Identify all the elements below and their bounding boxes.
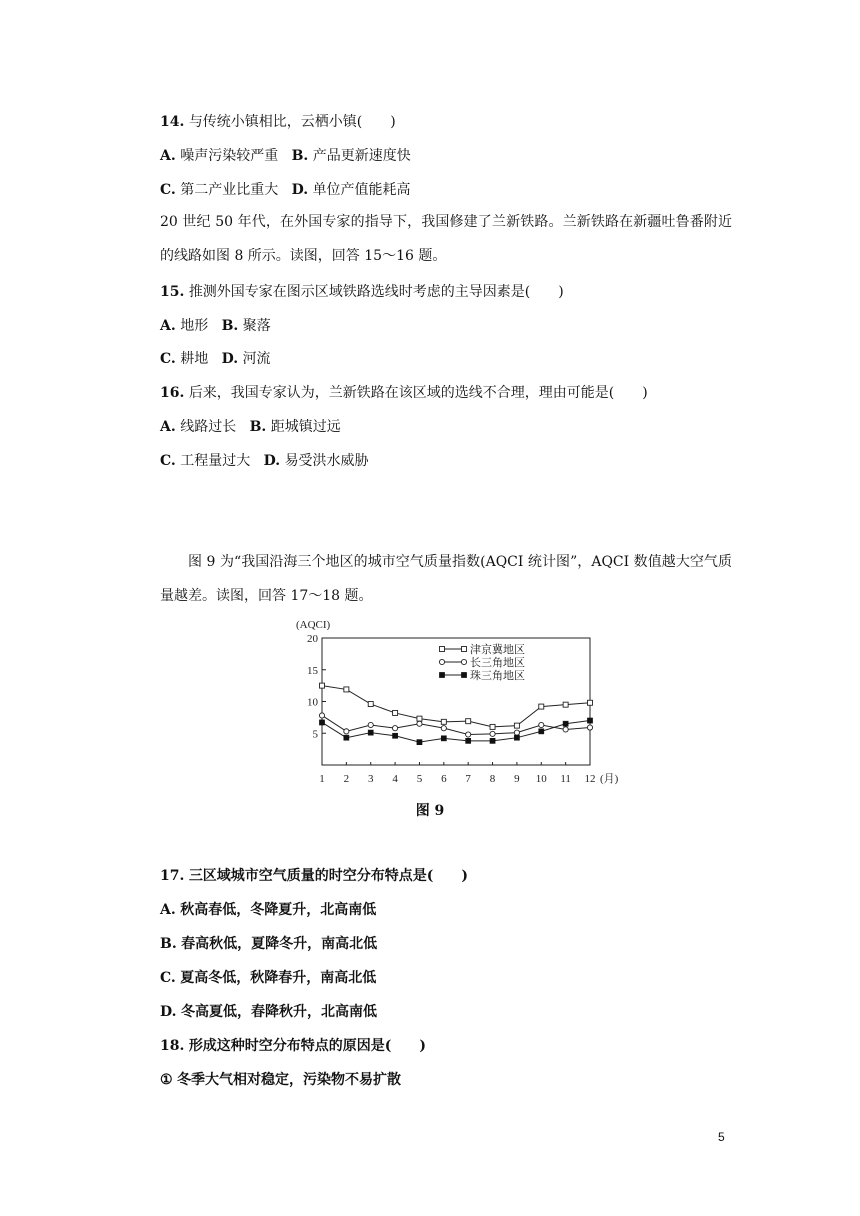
x-tick-label: 6 [441, 773, 447, 785]
data-point-series-1 [320, 683, 325, 688]
x-tick-label: 10 [535, 773, 547, 785]
data-point-series-1 [588, 700, 593, 705]
option-text: 春高秋低，夏降冬升，南高北低 [181, 936, 378, 952]
y-tick-label: 10 [307, 696, 318, 709]
question-15-stem [160, 283, 564, 301]
option-text: 线路过长 [180, 419, 237, 435]
y-tick-label: 20 [307, 633, 318, 645]
legend-marker [440, 647, 445, 652]
data-point-series-2 [417, 721, 422, 726]
data-point-series-1 [563, 702, 568, 707]
question-17-stem [160, 867, 468, 885]
passage-17-18: 图 9 为“我国沿海三个地区的城市空气质量指数(AQCI 统计图”，AQCI 数值越大空气质量越差。读图，回答 17～18 题。 [160, 554, 732, 604]
data-point-series-1 [539, 704, 544, 709]
x-tick-label: 12 [584, 773, 596, 785]
data-point-series-3 [368, 730, 373, 735]
option-label: B. [160, 936, 177, 952]
option-label: C. [160, 453, 176, 469]
x-tick-label: 11 [560, 773, 571, 785]
statement-text: 冬季大气相对稳定，污染物不易扩散 [177, 1072, 402, 1088]
series-line-1 [322, 686, 590, 727]
legend-label: 珠三角地区 [470, 670, 525, 682]
option-text: 单位产值能耗高 [312, 182, 411, 198]
option-label: A. [160, 318, 176, 334]
question-text: 与传统小镇相比，云栖小镇( ) [188, 114, 396, 130]
question-16-stem [160, 384, 648, 402]
data-point-series-3 [441, 736, 446, 741]
x-tick-label: 9 [514, 773, 520, 785]
data-point-series-1 [368, 702, 373, 707]
x-tick-label: 7 [465, 773, 471, 785]
question-text: 后来，我国专家认为，兰新铁路在该区域的选线不合理，理由可能是( ) [188, 385, 648, 401]
option-label: B. [249, 419, 267, 435]
data-point-series-3 [563, 721, 568, 726]
data-point-series-2 [441, 726, 446, 731]
data-point-series-1 [466, 719, 471, 724]
x-tick-label: 1 [319, 773, 325, 785]
data-point-series-2 [587, 725, 592, 730]
aqci-line-chart [290, 618, 619, 788]
data-point-series-1 [514, 723, 519, 728]
question-text: 形成这种时空分布特点的原因是( ) [188, 1038, 427, 1054]
x-tick-label: 5 [416, 773, 423, 785]
question-17-option-a [160, 901, 376, 919]
data-point-series-3 [466, 738, 471, 743]
option-text: 耕地 [180, 351, 209, 367]
option-label: D. [221, 351, 239, 367]
legend-label: 长三角地区 [470, 657, 525, 669]
data-point-series-3 [417, 740, 422, 745]
option-label: B. [221, 318, 239, 334]
data-point-series-2 [344, 729, 349, 734]
data-point-series-3 [539, 729, 544, 734]
question-15-options-row-2 [160, 350, 271, 368]
legend-marker [461, 672, 466, 677]
data-point-series-1 [441, 719, 446, 724]
question-14-options-row-1 [160, 147, 411, 165]
x-tick-label: 3 [367, 773, 374, 785]
data-point-series-2 [368, 722, 373, 727]
option-text: 工程量过大 [180, 453, 251, 469]
question-text: 推测外国专家在图示区域铁路选线时考虑的主导因素是( ) [188, 284, 564, 300]
figure-caption: 图 9 [415, 803, 445, 819]
data-point-series-2 [490, 731, 495, 736]
data-point-series-3 [392, 733, 397, 738]
question-18-stem [160, 1037, 426, 1055]
y-tick-label: 5 [312, 728, 318, 741]
question-17-option-c [160, 969, 376, 987]
x-tick-label: 4 [392, 773, 398, 785]
question-number: 15. [160, 284, 185, 300]
data-point-series-1 [393, 710, 398, 715]
data-point-series-2 [539, 722, 544, 727]
question-15-options-row-1 [160, 317, 271, 335]
passage-15-16: 20 世纪 50 年代，在外国专家的指导下，我国修建了兰新铁路。兰新铁路在新疆吐鲁番附近的线路如图 8 所示。读图，回答 15～16 题。 [160, 214, 732, 264]
legend-marker [439, 672, 444, 677]
question-number: 18. [160, 1038, 185, 1054]
data-point-series-1 [417, 716, 422, 721]
option-text: 噪声污染较严重 [180, 148, 279, 164]
question-17-option-d [160, 1003, 377, 1021]
legend-marker [462, 647, 467, 652]
legend-marker [461, 659, 466, 664]
option-text: 距城镇过远 [270, 419, 341, 435]
data-point-series-1 [490, 724, 495, 729]
page-number: 5 [718, 1130, 725, 1144]
option-label: A. [160, 419, 176, 435]
question-14-stem [160, 113, 396, 131]
question-17-option-b [160, 935, 377, 953]
option-label: C. [160, 182, 176, 198]
series-line-2 [322, 715, 590, 734]
option-text: 地形 [180, 318, 209, 334]
statement-label: ① [160, 1072, 173, 1088]
data-point-series-3 [319, 720, 324, 725]
question-18-statement-1 [160, 1071, 401, 1089]
legend-marker [439, 659, 444, 664]
option-text: 产品更新速度快 [312, 148, 411, 164]
question-14-options-row-2 [160, 181, 411, 199]
y-tick-label: 15 [307, 664, 318, 677]
option-text: 易受洪水威胁 [284, 453, 369, 469]
data-point-series-3 [344, 735, 349, 740]
question-16-options-row-2 [160, 452, 369, 470]
option-text: 聚落 [242, 318, 271, 334]
option-label: D. [263, 453, 281, 469]
option-label: D. [160, 1004, 177, 1020]
data-point-series-2 [563, 727, 568, 732]
x-tick-label: 8 [489, 773, 496, 785]
data-point-series-3 [490, 738, 495, 743]
plot-frame [322, 638, 590, 765]
option-text: 秋高春低，冬降夏升，北高南低 [180, 902, 377, 918]
data-point-series-2 [319, 713, 324, 718]
y-axis-label: (AQCI) [296, 619, 331, 631]
data-point-series-2 [392, 726, 397, 731]
x-axis-label: (月) [600, 773, 619, 785]
question-number: 16. [160, 385, 185, 401]
option-label: C. [160, 970, 176, 986]
data-point-series-2 [466, 732, 471, 737]
x-tick-label: 2 [343, 773, 350, 785]
option-label: B. [291, 148, 309, 164]
data-point-series-2 [514, 730, 519, 735]
option-label: C. [160, 351, 176, 367]
data-point-series-3 [514, 735, 519, 740]
question-16-options-row-1 [160, 418, 341, 436]
option-text: 河流 [242, 351, 271, 367]
data-point-series-3 [587, 718, 592, 723]
option-label: A. [160, 902, 176, 918]
question-text: 三区域城市空气质量的时空分布特点是( ) [188, 868, 469, 884]
data-point-series-1 [344, 687, 349, 692]
option-text: 第二产业比重大 [180, 182, 279, 198]
question-number: 14. [160, 114, 185, 130]
legend-label: 津京冀地区 [470, 644, 525, 656]
option-text: 冬高夏低，春降秋升，北高南低 [180, 1004, 377, 1020]
question-number: 17. [160, 868, 185, 884]
option-text: 夏高冬低，秋降春升，南高北低 [180, 970, 377, 986]
option-label: A. [160, 148, 176, 164]
option-label: D. [291, 182, 309, 198]
